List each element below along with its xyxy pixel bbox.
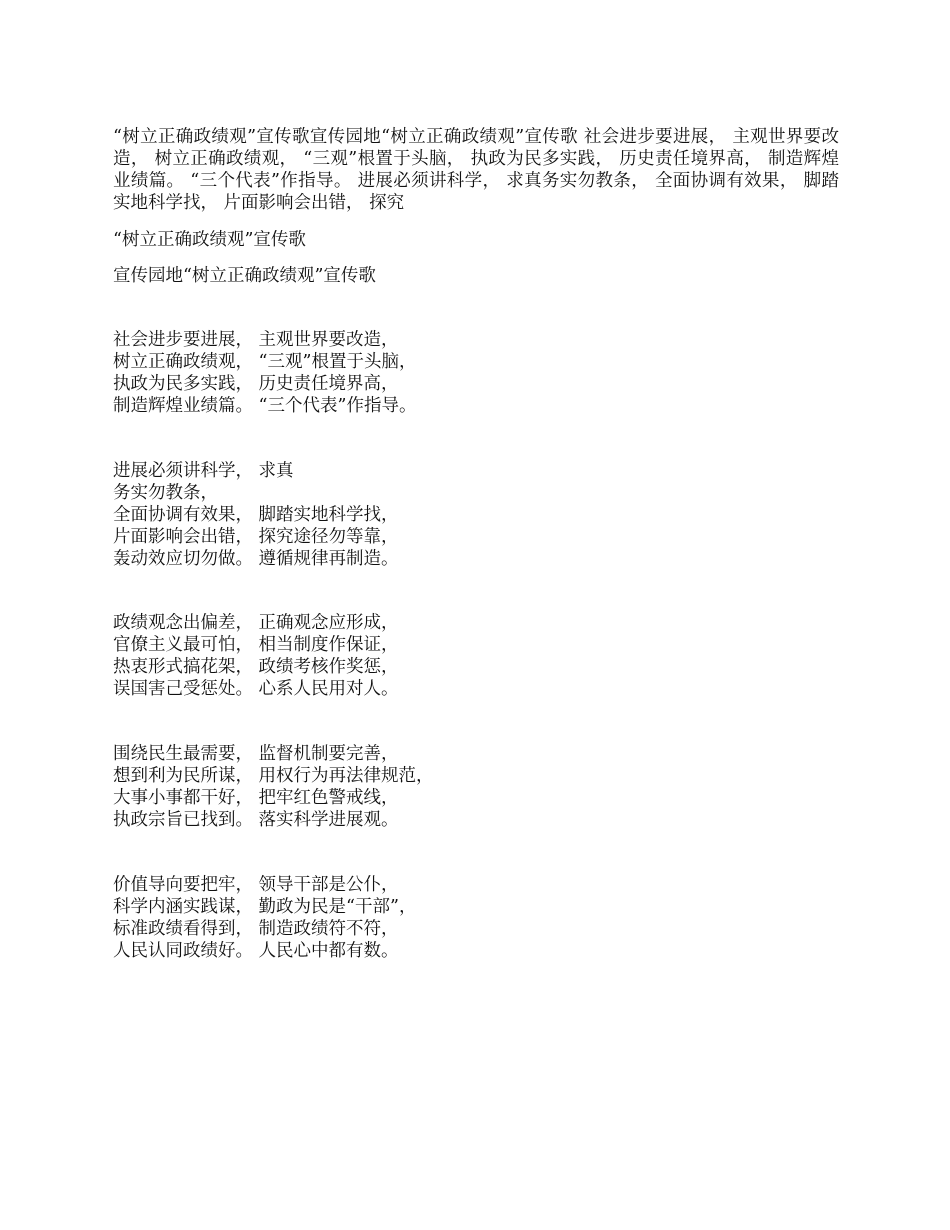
song-subtitle: 宣传园地“树立正确政绩观”宣传歌 [113,266,376,286]
stanza-1 [113,329,513,417]
stanza-line: 围绕民生最需要， 监督机制要完善， [113,744,399,764]
stanza-line: 人民认同政绩好。 人民心中都有数。 [113,941,399,961]
stanza-line: 政绩观念出偏差， 正确观念应形成， [113,613,399,633]
summary-paragraph: “树立正确政绩观”宣传歌宣传园地“树立正确政绩观”宣传歌 社会进步要进展， 主观世界要改造， 树立正确政绩观， “三观”根置于头脑， 执政为民多实践， 历史责任境界高， 制造辉煌业绩篇。 “三个代表”作指导。 进展必须讲科学， 求真务实勿教条， 全面协调有效果， 脚踏实地科学找， 片面影响会出错， 探究 [113,127,839,213]
stanza-4 [113,743,513,831]
stanza-line: 务实勿教条， [113,483,218,503]
stanza-line: 执政宗旨已找到。 落实科学进展观。 [113,810,399,830]
stanza-line: 片面影响会出错， 探究途径勿等靠， [113,527,399,547]
stanza-3 [113,612,513,700]
stanza-line: 标准政绩看得到， 制造政绩符不符， [113,919,399,939]
stanza-line: 执政为民多实践， 历史责任境界高， [113,374,399,394]
song-title: “树立正确政绩观”宣传歌 [113,230,306,250]
stanza-line: 全面协调有效果， 脚踏实地科学找， [113,505,399,525]
stanza-line: 想到利为民所谋， 用权行为再法律规范， [113,766,434,786]
stanza-5 [113,874,513,962]
stanza-line: 科学内涵实践谋， 勤政为民是“干部”， [113,897,417,917]
stanza-line: 价值导向要把牢， 领导干部是公仆， [113,875,399,895]
stanza-line: 官僚主义最可怕， 相当制度作保证， [113,635,399,655]
stanza-line: 社会进步要进展， 主观世界要改造， [113,330,399,350]
stanza-2 [113,460,513,570]
stanza-line: 进展必须讲科学， 求真 [113,461,294,481]
stanza-line: 制造辉煌业绩篇。 “三个代表”作指导。 [113,396,417,416]
stanza-line: 树立正确政绩观， “三观”根置于头脑， [113,352,417,372]
stanza-line: 误国害己受惩处。 心系人民用对人。 [113,679,399,699]
stanza-line: 热衷形式搞花架， 政绩考核作奖惩， [113,657,399,677]
stanza-line: 大事小事都干好， 把牢红色警戒线， [113,788,399,808]
stanza-line: 轰动效应切勿做。 遵循规律再制造。 [113,549,399,569]
